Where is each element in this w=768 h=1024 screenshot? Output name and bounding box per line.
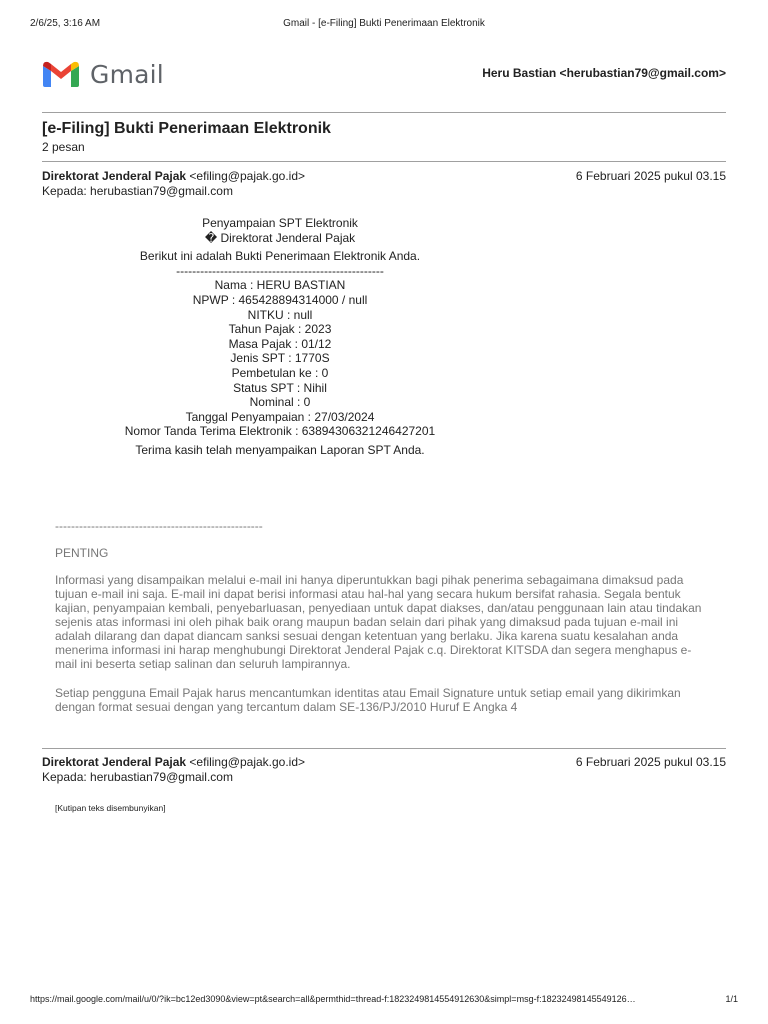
sender-name: Direktorat Jenderal Pajak [42,755,187,769]
notice-text: Setiap pengguna Email Pajak harus mencantumkan identitas atau Email Signature untuk setiap email yang dikirimkan dengan format sesuai dengan yang tercantum dalam SE-136/PJ/2010 Huruf E Angka 4 [55,686,681,714]
sender[interactable] [42,755,305,769]
sender[interactable] [42,169,305,183]
gmail-header [42,58,726,92]
notice-text: Informasi yang disampaikan melalui e-mail ini hanya diperuntukkan bagi pihak penerima sebagaimana dimaksud pada tujuan e-mail ini saja. E-mail ini dapat berisi informasi atau hal-hal yang secara hukum bersifat rahasia. Segala bentuk kajian, penyampaian kembali, penyebarluasan, penyediaan untuk dapat diakses, dan/atau penggunaan lain atau tindakan sejenis atas informasi ini oleh pihak baik orang maupun badan selain dari pihak yang dimaksud pada tujuan e-mail ini adalah dilarang dan dapat diancam sanksi sesuai dengan ketentuan yang berlaku. Jika karena suatu kesalahan anda menerima informasi ini harap menghubungi Direktorat Jenderal Pajak c.q. Direktorat KITSDA dan segera menghapus e-mail ini beserta setiap salinan dan seluruh lampirannya. [55,573,702,671]
body-heading: Penyampaian SPT Elektronik [202,216,358,230]
message-date: 6 Februari 2025 pukul 03.15 [575,169,726,183]
sender-email: <efiling@pajak.go.id> [189,169,306,183]
account-label: Heru Bastian <herubastian79@gmail.com> [482,66,726,80]
field-nomor-tanda-terima: Nomor Tanda Terima Elektronik : 63894306321246427201 [124,424,436,439]
gmail-wordmark: Gmail [90,59,164,89]
sender-email: <efiling@pajak.go.id> [189,755,306,769]
message-header [42,755,726,789]
field-status-spt: Status SPT : Nihil [233,380,327,395]
body-divider: ---------------------------------------------------- [176,263,384,278]
field-tahun-pajak: Tahun Pajak : 2023 [228,322,332,337]
print-datetime: 2/6/25, 3:16 AM [30,18,101,29]
message-date: 6 Februari 2025 pukul 03.15 [575,755,726,769]
print-title: Gmail - [e-Filing] Bukti Penerimaan Elektronik [283,18,485,29]
notice-paragraph [55,686,713,714]
body-closing: Terima kasih telah menyampaikan Laporan SPT Anda. [135,442,425,457]
field-npwp: NPWP : 465428894314000 / null [192,292,368,307]
field-masa-pajak: Masa Pajak : 01/12 [228,336,332,351]
field-nitku: NITKU : null [247,307,313,322]
sender-name: Direktorat Jenderal Pajak [42,169,187,183]
message-count: 2 pesan [42,140,85,154]
notice-paragraph [55,573,713,671]
quoted-text-toggle[interactable]: [Kutipan teks disembunyikan] [55,803,166,813]
page-url: https://mail.google.com/mail/u/0/?ik=bc12ed3090&view=pt&search=all&permthid=thread-f:1823249814554912630&simpl=msg-f:18232498145549126… [30,994,636,1004]
divider [42,112,726,113]
body-subheading: � Direktorat Jenderal Pajak [204,230,356,245]
field-nominal: Nominal : 0 [249,395,311,410]
field-pembetulan: Pembetulan ke : 0 [231,365,329,380]
recipient: Kepada: herubastian79@gmail.com [42,770,233,784]
recipient: Kepada: herubastian79@gmail.com [42,184,233,198]
field-jenis-spt: Jenis SPT : 1770S [230,351,330,366]
thread-subject: [e-Filing] Bukti Penerimaan Elektronik [42,120,331,137]
print-footer [30,994,738,1008]
message-header [42,169,726,203]
divider [42,748,726,749]
field-nama: Nama : HERU BASTIAN [214,278,346,293]
body-intro: Berikut ini adalah Bukti Penerimaan Elektronik Anda. [139,249,421,264]
gmail-m-icon [42,60,80,88]
divider [42,161,726,162]
print-header [30,18,738,32]
page-number: 1/1 [725,994,738,1004]
notice-title: PENTING [55,546,109,560]
gmail-logo[interactable] [42,58,164,90]
notice-divider: ---------------------------------------------------- [55,519,263,533]
field-tanggal: Tanggal Penyampaian : 27/03/2024 [185,409,375,424]
message-body [42,216,518,458]
